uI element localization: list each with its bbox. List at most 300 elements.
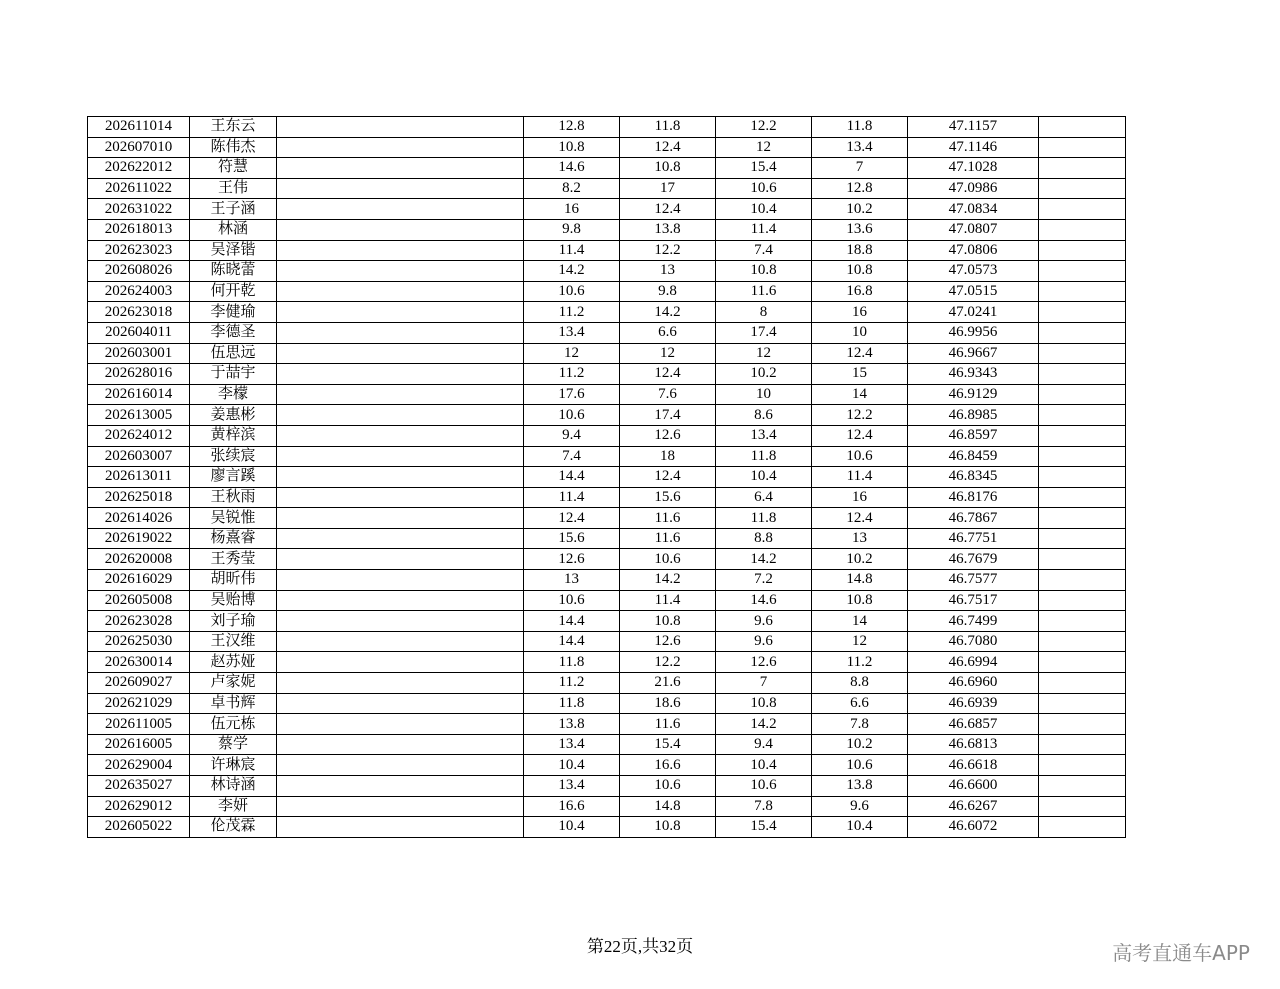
cell-score-4: 12.2 (812, 405, 908, 426)
cell-exam-id: 202629004 (88, 755, 190, 776)
cell-blank-end (1039, 590, 1126, 611)
cell-blank-end (1039, 652, 1126, 673)
cell-blank (277, 590, 524, 611)
cell-blank (277, 631, 524, 652)
cell-score-2: 15.4 (620, 734, 716, 755)
cell-score-4: 10 (812, 322, 908, 343)
cell-total-score: 46.6939 (908, 693, 1039, 714)
cell-score-2: 12.4 (620, 467, 716, 488)
cell-total-score: 46.9129 (908, 384, 1039, 405)
cell-score-4: 10.8 (812, 261, 908, 282)
cell-score-1: 14.6 (524, 158, 620, 179)
cell-score-1: 14.2 (524, 261, 620, 282)
cell-total-score: 46.8345 (908, 467, 1039, 488)
cell-blank (277, 755, 524, 776)
cell-score-1: 7.4 (524, 446, 620, 467)
cell-total-score: 46.9956 (908, 322, 1039, 343)
cell-total-score: 46.6618 (908, 755, 1039, 776)
cell-score-4: 13.8 (812, 776, 908, 797)
cell-student-name: 杨熹睿 (190, 528, 277, 549)
cell-score-2: 10.8 (620, 611, 716, 632)
cell-blank-end (1039, 631, 1126, 652)
cell-total-score: 46.8459 (908, 446, 1039, 467)
cell-score-2: 12.4 (620, 199, 716, 220)
cell-exam-id: 202631022 (88, 199, 190, 220)
cell-score-4: 10.8 (812, 590, 908, 611)
cell-exam-id: 202624012 (88, 425, 190, 446)
cell-blank-end (1039, 776, 1126, 797)
cell-score-2: 11.6 (620, 508, 716, 529)
table-row (88, 364, 1126, 385)
cell-total-score: 47.0241 (908, 302, 1039, 323)
cell-score-1: 16.6 (524, 796, 620, 817)
cell-score-1: 12.6 (524, 549, 620, 570)
cell-score-4: 12.4 (812, 425, 908, 446)
cell-score-3: 11.4 (716, 219, 812, 240)
table-row (88, 673, 1126, 694)
table-row (88, 405, 1126, 426)
cell-score-3: 10 (716, 384, 812, 405)
cell-blank-end (1039, 261, 1126, 282)
cell-score-1: 10.6 (524, 590, 620, 611)
cell-blank (277, 384, 524, 405)
cell-score-3: 10.8 (716, 693, 812, 714)
table-row (88, 549, 1126, 570)
cell-score-4: 15 (812, 364, 908, 385)
cell-total-score: 47.0515 (908, 281, 1039, 302)
cell-total-score: 46.7751 (908, 528, 1039, 549)
cell-total-score: 46.6600 (908, 776, 1039, 797)
cell-exam-id: 202621029 (88, 693, 190, 714)
cell-exam-id: 202609027 (88, 673, 190, 694)
cell-student-name: 伍元栋 (190, 714, 277, 735)
cell-score-2: 12 (620, 343, 716, 364)
cell-score-3: 14.2 (716, 714, 812, 735)
cell-exam-id: 202616029 (88, 570, 190, 591)
cell-total-score: 46.7499 (908, 611, 1039, 632)
cell-score-3: 9.4 (716, 734, 812, 755)
cell-score-3: 10.2 (716, 364, 812, 385)
table-row (88, 590, 1126, 611)
cell-score-2: 15.6 (620, 487, 716, 508)
cell-exam-id: 202635027 (88, 776, 190, 797)
cell-score-3: 13.4 (716, 425, 812, 446)
cell-student-name: 李健瑜 (190, 302, 277, 323)
cell-student-name: 符慧 (190, 158, 277, 179)
cell-score-1: 11.2 (524, 302, 620, 323)
cell-score-4: 18.8 (812, 240, 908, 261)
table-row (88, 261, 1126, 282)
cell-blank (277, 817, 524, 838)
cell-student-name: 黄梓滨 (190, 425, 277, 446)
cell-blank (277, 549, 524, 570)
cell-exam-id: 202603007 (88, 446, 190, 467)
cell-score-2: 12.4 (620, 137, 716, 158)
cell-score-3: 7.8 (716, 796, 812, 817)
cell-blank-end (1039, 570, 1126, 591)
watermark-logo-text: 高考直通车APP (1112, 941, 1250, 965)
cell-total-score: 46.7679 (908, 549, 1039, 570)
cell-score-2: 10.6 (620, 776, 716, 797)
cell-blank-end (1039, 405, 1126, 426)
cell-blank (277, 137, 524, 158)
cell-score-4: 16.8 (812, 281, 908, 302)
cell-score-2: 12.2 (620, 652, 716, 673)
cell-total-score: 46.6960 (908, 673, 1039, 694)
table-row (88, 425, 1126, 446)
cell-exam-id: 202604011 (88, 322, 190, 343)
table-row (88, 467, 1126, 488)
cell-score-2: 10.8 (620, 158, 716, 179)
table-row (88, 281, 1126, 302)
cell-total-score: 46.8985 (908, 405, 1039, 426)
table-row (88, 776, 1126, 797)
cell-score-4: 10.2 (812, 734, 908, 755)
table-row (88, 199, 1126, 220)
cell-score-3: 10.4 (716, 199, 812, 220)
cell-blank-end (1039, 673, 1126, 694)
cell-student-name: 林诗涵 (190, 776, 277, 797)
cell-score-2: 14.8 (620, 796, 716, 817)
cell-score-1: 17.6 (524, 384, 620, 405)
cell-score-1: 13.8 (524, 714, 620, 735)
cell-score-1: 11.4 (524, 240, 620, 261)
cell-total-score: 47.0806 (908, 240, 1039, 261)
table-row (88, 652, 1126, 673)
cell-blank (277, 158, 524, 179)
cell-blank-end (1039, 178, 1126, 199)
cell-blank (277, 117, 524, 138)
cell-blank-end (1039, 425, 1126, 446)
cell-blank-end (1039, 343, 1126, 364)
cell-blank (277, 302, 524, 323)
cell-score-3: 10.4 (716, 755, 812, 776)
cell-blank-end (1039, 755, 1126, 776)
cell-total-score: 47.0834 (908, 199, 1039, 220)
cell-exam-id: 202629012 (88, 796, 190, 817)
cell-score-1: 10.4 (524, 755, 620, 776)
cell-exam-id: 202605008 (88, 590, 190, 611)
cell-score-1: 10.6 (524, 405, 620, 426)
cell-score-2: 12.6 (620, 631, 716, 652)
cell-score-3: 12 (716, 137, 812, 158)
cell-blank-end (1039, 158, 1126, 179)
cell-blank (277, 652, 524, 673)
cell-score-1: 11.2 (524, 364, 620, 385)
cell-blank-end (1039, 734, 1126, 755)
cell-student-name: 伦茂霖 (190, 817, 277, 838)
cell-score-1: 10.6 (524, 281, 620, 302)
cell-score-1: 11.4 (524, 487, 620, 508)
cell-score-4: 11.2 (812, 652, 908, 673)
cell-student-name: 王秀莹 (190, 549, 277, 570)
cell-blank (277, 405, 524, 426)
cell-score-1: 13.4 (524, 776, 620, 797)
table-row (88, 714, 1126, 735)
cell-student-name: 赵苏娅 (190, 652, 277, 673)
cell-student-name: 姜惠彬 (190, 405, 277, 426)
cell-total-score: 46.8597 (908, 425, 1039, 446)
cell-score-2: 14.2 (620, 570, 716, 591)
cell-score-3: 8.6 (716, 405, 812, 426)
table-row (88, 611, 1126, 632)
cell-total-score: 46.7517 (908, 590, 1039, 611)
table-row (88, 528, 1126, 549)
cell-exam-id: 202620008 (88, 549, 190, 570)
cell-exam-id: 202607010 (88, 137, 190, 158)
cell-student-name: 许琳宸 (190, 755, 277, 776)
cell-score-3: 10.8 (716, 261, 812, 282)
cell-student-name: 卓书辉 (190, 693, 277, 714)
cell-total-score: 47.0573 (908, 261, 1039, 282)
cell-score-4: 12.4 (812, 508, 908, 529)
cell-score-2: 18 (620, 446, 716, 467)
cell-score-2: 21.6 (620, 673, 716, 694)
cell-score-4: 12.4 (812, 343, 908, 364)
cell-blank-end (1039, 796, 1126, 817)
cell-score-1: 11.8 (524, 693, 620, 714)
cell-student-name: 廖言蹊 (190, 467, 277, 488)
cell-student-name: 林涵 (190, 219, 277, 240)
table-row (88, 487, 1126, 508)
table-row (88, 693, 1126, 714)
table-row (88, 219, 1126, 240)
cell-exam-id: 202614026 (88, 508, 190, 529)
cell-total-score: 47.1146 (908, 137, 1039, 158)
cell-total-score: 46.6813 (908, 734, 1039, 755)
cell-blank-end (1039, 611, 1126, 632)
cell-score-2: 7.6 (620, 384, 716, 405)
table-row (88, 117, 1126, 138)
cell-score-4: 13 (812, 528, 908, 549)
cell-exam-id: 202619022 (88, 528, 190, 549)
cell-score-2: 10.8 (620, 817, 716, 838)
cell-score-4: 14 (812, 384, 908, 405)
cell-exam-id: 202613011 (88, 467, 190, 488)
cell-score-1: 13.4 (524, 322, 620, 343)
cell-score-3: 14.6 (716, 590, 812, 611)
cell-blank-end (1039, 117, 1126, 138)
cell-score-3: 15.4 (716, 817, 812, 838)
cell-score-2: 11.8 (620, 117, 716, 138)
cell-student-name: 于喆宇 (190, 364, 277, 385)
cell-score-3: 8 (716, 302, 812, 323)
cell-score-1: 13.4 (524, 734, 620, 755)
table-row (88, 570, 1126, 591)
cell-blank-end (1039, 322, 1126, 343)
cell-blank (277, 673, 524, 694)
cell-score-3: 11.8 (716, 446, 812, 467)
cell-score-2: 11.6 (620, 714, 716, 735)
cell-blank (277, 364, 524, 385)
cell-score-3: 7.4 (716, 240, 812, 261)
cell-total-score: 46.8176 (908, 487, 1039, 508)
cell-score-4: 10.4 (812, 817, 908, 838)
cell-score-1: 12.4 (524, 508, 620, 529)
cell-blank (277, 693, 524, 714)
cell-score-4: 10.6 (812, 446, 908, 467)
table-row (88, 137, 1126, 158)
cell-student-name: 王伟 (190, 178, 277, 199)
cell-score-3: 10.4 (716, 467, 812, 488)
cell-score-2: 11.4 (620, 590, 716, 611)
table-row (88, 322, 1126, 343)
cell-blank (277, 528, 524, 549)
cell-blank-end (1039, 487, 1126, 508)
cell-score-4: 13.6 (812, 219, 908, 240)
cell-student-name: 卢家妮 (190, 673, 277, 694)
table-row (88, 384, 1126, 405)
cell-blank (277, 261, 524, 282)
cell-score-3: 8.8 (716, 528, 812, 549)
cell-score-3: 7.2 (716, 570, 812, 591)
cell-score-4: 7 (812, 158, 908, 179)
cell-total-score: 46.6857 (908, 714, 1039, 735)
cell-blank-end (1039, 219, 1126, 240)
table-row (88, 631, 1126, 652)
cell-exam-id: 202603001 (88, 343, 190, 364)
cell-score-1: 11.8 (524, 652, 620, 673)
cell-score-2: 17.4 (620, 405, 716, 426)
cell-blank (277, 240, 524, 261)
cell-total-score: 47.1157 (908, 117, 1039, 138)
cell-score-3: 9.6 (716, 631, 812, 652)
cell-score-2: 18.6 (620, 693, 716, 714)
cell-student-name: 李檬 (190, 384, 277, 405)
cell-student-name: 王汉维 (190, 631, 277, 652)
cell-blank-end (1039, 302, 1126, 323)
table-row (88, 343, 1126, 364)
table-row (88, 302, 1126, 323)
cell-score-3: 12.6 (716, 652, 812, 673)
cell-exam-id: 202625030 (88, 631, 190, 652)
cell-student-name: 张续宸 (190, 446, 277, 467)
cell-exam-id: 202605022 (88, 817, 190, 838)
cell-blank-end (1039, 364, 1126, 385)
cell-exam-id: 202623028 (88, 611, 190, 632)
cell-exam-id: 202623023 (88, 240, 190, 261)
cell-exam-id: 202613005 (88, 405, 190, 426)
cell-score-2: 13 (620, 261, 716, 282)
cell-blank (277, 467, 524, 488)
cell-score-1: 12 (524, 343, 620, 364)
cell-student-name: 王东云 (190, 117, 277, 138)
cell-score-3: 15.4 (716, 158, 812, 179)
cell-blank-end (1039, 508, 1126, 529)
cell-score-2: 12.2 (620, 240, 716, 261)
table-row (88, 817, 1126, 838)
cell-score-3: 9.6 (716, 611, 812, 632)
table-row (88, 240, 1126, 261)
cell-score-4: 16 (812, 302, 908, 323)
cell-blank (277, 776, 524, 797)
page-number: 第22页,共32页 (586, 937, 694, 956)
cell-score-1: 9.8 (524, 219, 620, 240)
cell-exam-id: 202630014 (88, 652, 190, 673)
cell-blank (277, 425, 524, 446)
cell-exam-id: 202623018 (88, 302, 190, 323)
cell-student-name: 陈伟杰 (190, 137, 277, 158)
cell-score-1: 8.2 (524, 178, 620, 199)
cell-exam-id: 202616014 (88, 384, 190, 405)
cell-score-4: 12 (812, 631, 908, 652)
cell-blank (277, 508, 524, 529)
cell-exam-id: 202616005 (88, 734, 190, 755)
cell-student-name: 刘子瑜 (190, 611, 277, 632)
cell-blank (277, 199, 524, 220)
cell-student-name: 伍思远 (190, 343, 277, 364)
cell-blank-end (1039, 446, 1126, 467)
cell-score-1: 12.8 (524, 117, 620, 138)
cell-blank-end (1039, 281, 1126, 302)
cell-student-name: 蔡学 (190, 734, 277, 755)
cell-score-2: 6.6 (620, 322, 716, 343)
cell-score-3: 14.2 (716, 549, 812, 570)
cell-score-2: 13.8 (620, 219, 716, 240)
cell-student-name: 陈晓蕾 (190, 261, 277, 282)
cell-blank (277, 611, 524, 632)
cell-score-3: 17.4 (716, 322, 812, 343)
cell-total-score: 47.1028 (908, 158, 1039, 179)
cell-blank-end (1039, 714, 1126, 735)
cell-student-name: 吴锐惟 (190, 508, 277, 529)
cell-score-4: 9.6 (812, 796, 908, 817)
cell-student-name: 吴贻博 (190, 590, 277, 611)
cell-score-3: 7 (716, 673, 812, 694)
cell-student-name: 王秋雨 (190, 487, 277, 508)
cell-total-score: 46.9343 (908, 364, 1039, 385)
cell-score-2: 12.4 (620, 364, 716, 385)
table-row (88, 178, 1126, 199)
cell-student-name: 李德圣 (190, 322, 277, 343)
table-row (88, 446, 1126, 467)
cell-blank (277, 343, 524, 364)
cell-total-score: 46.6994 (908, 652, 1039, 673)
cell-blank (277, 446, 524, 467)
cell-score-4: 16 (812, 487, 908, 508)
cell-exam-id: 202624003 (88, 281, 190, 302)
cell-score-1: 10.4 (524, 817, 620, 838)
cell-blank (277, 714, 524, 735)
cell-score-4: 10.2 (812, 199, 908, 220)
cell-score-2: 11.6 (620, 528, 716, 549)
cell-exam-id: 202608026 (88, 261, 190, 282)
cell-score-3: 10.6 (716, 178, 812, 199)
cell-score-3: 11.6 (716, 281, 812, 302)
cell-score-4: 8.8 (812, 673, 908, 694)
cell-exam-id: 202611022 (88, 178, 190, 199)
cell-blank (277, 219, 524, 240)
cell-blank-end (1039, 137, 1126, 158)
table-row (88, 755, 1126, 776)
cell-blank (277, 178, 524, 199)
cell-score-1: 14.4 (524, 631, 620, 652)
cell-student-name: 李妍 (190, 796, 277, 817)
cell-blank-end (1039, 384, 1126, 405)
cell-score-3: 6.4 (716, 487, 812, 508)
cell-blank (277, 322, 524, 343)
cell-score-1: 11.2 (524, 673, 620, 694)
cell-score-4: 10.2 (812, 549, 908, 570)
cell-exam-id: 202618013 (88, 219, 190, 240)
cell-total-score: 46.7867 (908, 508, 1039, 529)
cell-student-name: 王子涵 (190, 199, 277, 220)
cell-blank (277, 487, 524, 508)
cell-student-name: 胡昕伟 (190, 570, 277, 591)
cell-total-score: 46.9667 (908, 343, 1039, 364)
cell-exam-id: 202622012 (88, 158, 190, 179)
cell-total-score: 46.7080 (908, 631, 1039, 652)
